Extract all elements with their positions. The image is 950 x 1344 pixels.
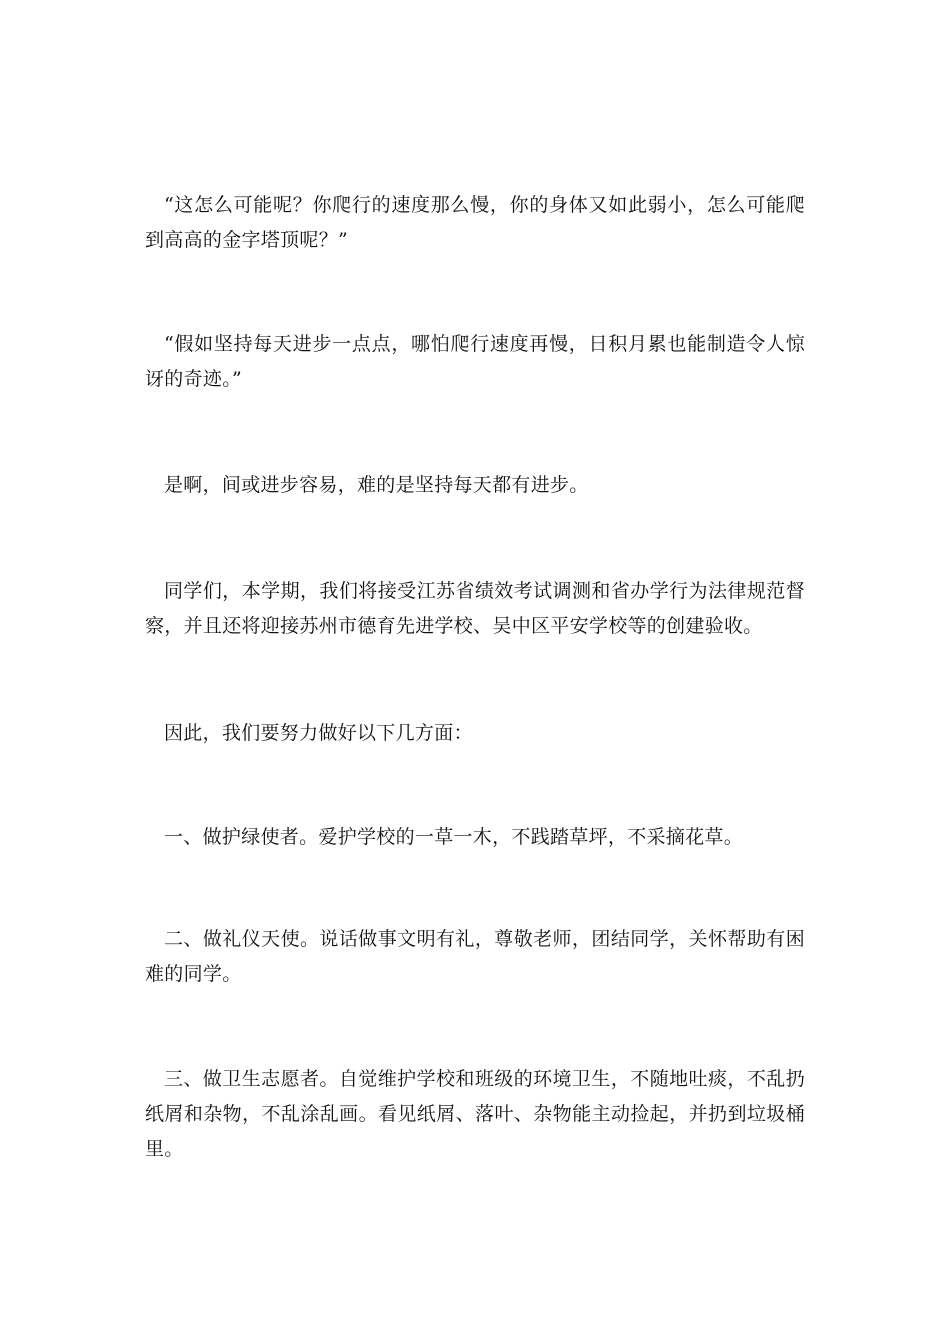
paragraph-6: 一、做护绿使者。爱护学校的一草一木，不践踏草坪，不采摘花草。 — [164, 826, 744, 848]
paragraph-8: 三、做卫生志愿者。自觉维护学校和班级的环境卫生，不随地吐痰，不乱扔纸屑和杂物，不乱涂乱画。看见纸屑、落叶、杂物能主动捡起，并扔到垃圾桶里。 — [145, 1068, 805, 1160]
paragraph-5: 因此，我们要努力做好以下几方面： — [164, 722, 473, 744]
paragraph-2: “假如坚持每天进步一点点，哪怕爬行速度再慢，日积月累也能制造令人惊讶的奇迹。” — [145, 333, 805, 390]
paragraph-7: 二、做礼仪天使。说话做事文明有礼，尊敬老师，团结同学，关怀帮助有困难的同学。 — [145, 928, 805, 985]
paragraph-1: “这怎么可能呢？你爬行的速度那么慢，你的身体又如此弱小，怎么可能爬到高高的金字塔顶呢？” — [145, 194, 805, 251]
paragraph-4: 同学们，本学期，我们将接受江苏省绩效考试调测和省办学行为法律规范督察，并且还将迎接苏州市德育先进学校、吴中区平安学校等的创建验收。 — [145, 580, 805, 637]
paragraph-3: 是啊，间或进步容易，难的是坚持每天都有进步。 — [164, 474, 589, 496]
